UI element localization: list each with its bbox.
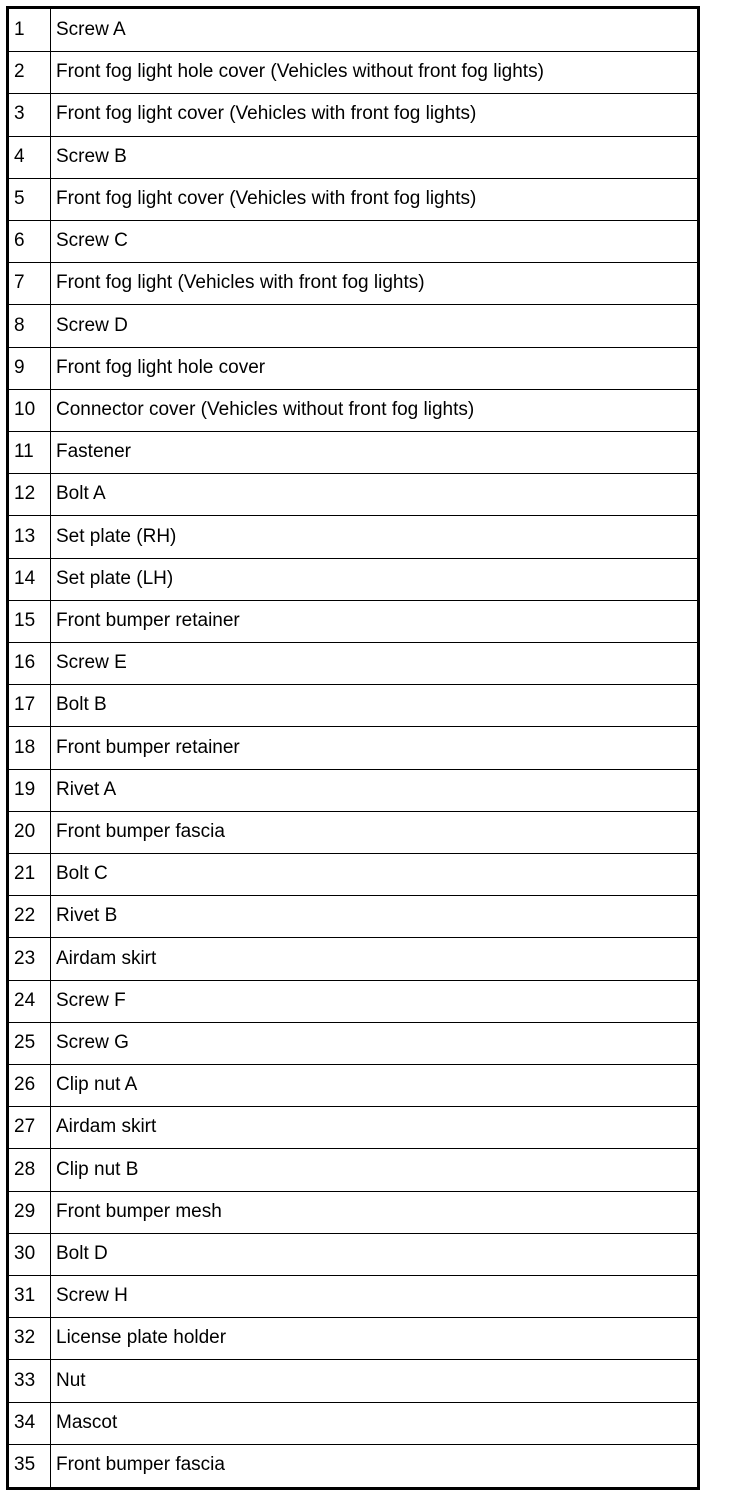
table-row (8, 600, 699, 642)
part-description-cell: Bolt B (51, 685, 699, 727)
part-description-cell: Front fog light cover (Vehicles with front fog lights) (51, 94, 699, 136)
table-row (8, 178, 699, 220)
part-description-cell: Rivet B (51, 896, 699, 938)
table-row (8, 1191, 699, 1233)
table-row (8, 1233, 699, 1275)
part-number-cell: 34 (8, 1402, 51, 1444)
table-row (8, 938, 699, 980)
part-number-cell: 3 (8, 94, 51, 136)
part-number-cell: 23 (8, 938, 51, 980)
part-number-cell: 6 (8, 220, 51, 262)
table-row (8, 811, 699, 853)
part-description-cell: Screw B (51, 136, 699, 178)
part-description-cell: Screw H (51, 1276, 699, 1318)
table-row (8, 853, 699, 895)
part-number-cell: 14 (8, 558, 51, 600)
table-row (8, 558, 699, 600)
part-number-cell: 12 (8, 474, 51, 516)
table-row (8, 1107, 699, 1149)
part-number-cell: 11 (8, 431, 51, 473)
part-number-cell: 16 (8, 642, 51, 684)
part-description-cell: Clip nut B (51, 1149, 699, 1191)
part-number-cell: 28 (8, 1149, 51, 1191)
part-description-cell: Front fog light hole cover (Vehicles without front fog lights) (51, 52, 699, 94)
table-row (8, 389, 699, 431)
part-number-cell: 21 (8, 853, 51, 895)
table-row (8, 305, 699, 347)
part-number-cell: 17 (8, 685, 51, 727)
table-row (8, 1276, 699, 1318)
table-row (8, 1149, 699, 1191)
part-description-cell: Airdam skirt (51, 1107, 699, 1149)
part-number-cell: 2 (8, 52, 51, 94)
part-description-cell: Bolt A (51, 474, 699, 516)
part-description-cell: Front fog light cover (Vehicles with front fog lights) (51, 178, 699, 220)
table-row (8, 8, 699, 52)
part-number-cell: 18 (8, 727, 51, 769)
part-description-cell: Set plate (LH) (51, 558, 699, 600)
table-row (8, 685, 699, 727)
part-description-cell: Front fog light hole cover (51, 347, 699, 389)
table-row (8, 52, 699, 94)
part-number-cell: 5 (8, 178, 51, 220)
part-number-cell: 30 (8, 1233, 51, 1275)
part-description-cell: Screw A (51, 8, 699, 52)
part-description-cell: Rivet A (51, 769, 699, 811)
part-description-cell: Nut (51, 1360, 699, 1402)
table-row (8, 642, 699, 684)
table-row (8, 94, 699, 136)
part-number-cell: 32 (8, 1318, 51, 1360)
part-description-cell: Set plate (RH) (51, 516, 699, 558)
table-row (8, 1022, 699, 1064)
part-description-cell: Screw C (51, 220, 699, 262)
part-number-cell: 29 (8, 1191, 51, 1233)
part-number-cell: 7 (8, 263, 51, 305)
table-row (8, 1444, 699, 1488)
part-number-cell: 26 (8, 1065, 51, 1107)
part-description-cell: Mascot (51, 1402, 699, 1444)
part-number-cell: 24 (8, 980, 51, 1022)
table-row (8, 1065, 699, 1107)
part-number-cell: 8 (8, 305, 51, 347)
part-description-cell: Front bumper retainer (51, 727, 699, 769)
table-row (8, 220, 699, 262)
part-description-cell: Screw G (51, 1022, 699, 1064)
table-row (8, 769, 699, 811)
parts-legend-table (6, 6, 700, 1490)
table-body (8, 8, 699, 1489)
part-description-cell: Connector cover (Vehicles without front fog lights) (51, 389, 699, 431)
part-number-cell: 31 (8, 1276, 51, 1318)
part-description-cell: Front bumper mesh (51, 1191, 699, 1233)
part-description-cell: License plate holder (51, 1318, 699, 1360)
part-number-cell: 33 (8, 1360, 51, 1402)
table-row (8, 727, 699, 769)
table-row (8, 1318, 699, 1360)
table-row (8, 516, 699, 558)
part-description-cell: Screw D (51, 305, 699, 347)
part-number-cell: 27 (8, 1107, 51, 1149)
table-row (8, 980, 699, 1022)
part-description-cell: Front bumper retainer (51, 600, 699, 642)
part-description-cell: Screw F (51, 980, 699, 1022)
part-number-cell: 35 (8, 1444, 51, 1488)
part-number-cell: 19 (8, 769, 51, 811)
part-number-cell: 15 (8, 600, 51, 642)
table-row (8, 896, 699, 938)
part-description-cell: Front bumper fascia (51, 811, 699, 853)
part-number-cell: 10 (8, 389, 51, 431)
part-description-cell: Front fog light (Vehicles with front fog lights) (51, 263, 699, 305)
part-number-cell: 1 (8, 8, 51, 52)
table-row (8, 431, 699, 473)
part-description-cell: Clip nut A (51, 1065, 699, 1107)
part-description-cell: Bolt C (51, 853, 699, 895)
part-number-cell: 22 (8, 896, 51, 938)
part-description-cell: Bolt D (51, 1233, 699, 1275)
table-row (8, 474, 699, 516)
part-number-cell: 25 (8, 1022, 51, 1064)
part-description-cell: Fastener (51, 431, 699, 473)
part-number-cell: 20 (8, 811, 51, 853)
table-row (8, 1402, 699, 1444)
table-row (8, 1360, 699, 1402)
part-description-cell: Front bumper fascia (51, 1444, 699, 1488)
part-number-cell: 9 (8, 347, 51, 389)
table-row (8, 136, 699, 178)
table-row (8, 263, 699, 305)
part-number-cell: 13 (8, 516, 51, 558)
part-number-cell: 4 (8, 136, 51, 178)
part-description-cell: Screw E (51, 642, 699, 684)
table-row (8, 347, 699, 389)
part-description-cell: Airdam skirt (51, 938, 699, 980)
